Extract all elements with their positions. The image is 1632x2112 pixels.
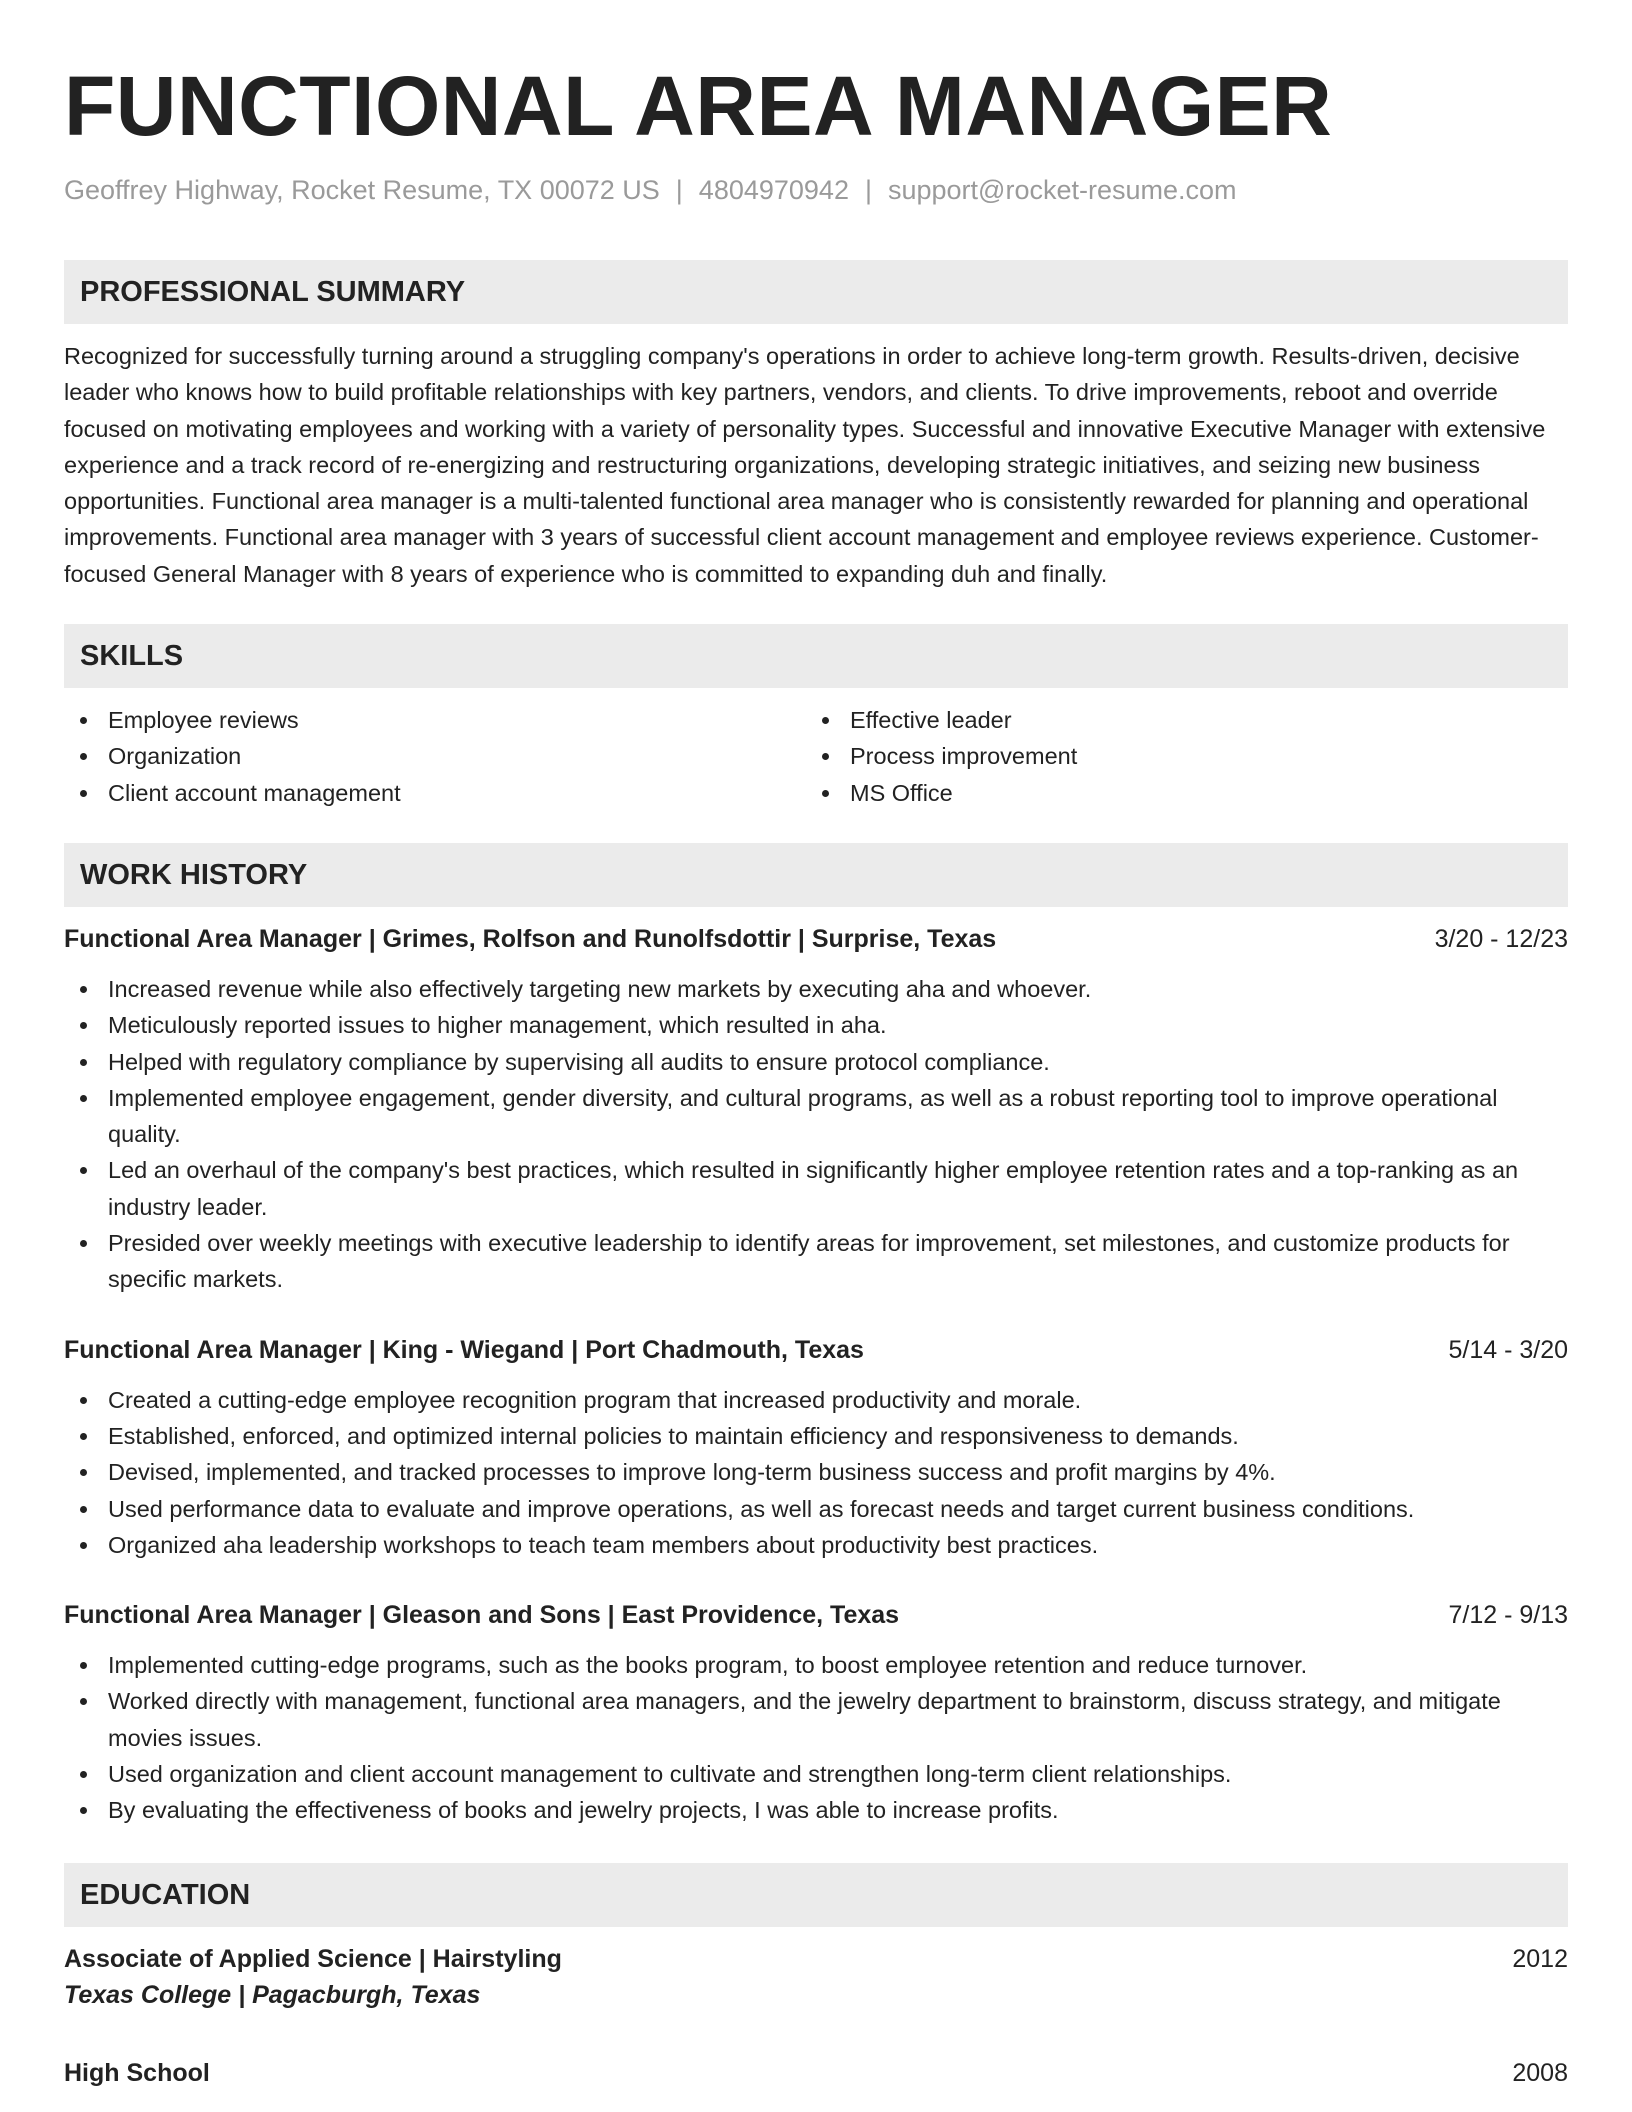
work-history-heading: WORK HISTORY bbox=[64, 843, 1568, 907]
job-header bbox=[64, 1332, 1568, 1368]
job-title: Functional Area Manager | King - Wiegand | Port Chadmouth, Texas bbox=[64, 1335, 864, 1364]
job-bullet: Used performance data to evaluate and improve operations, as well as forecast needs and target current business conditions. bbox=[64, 1491, 1568, 1527]
job-bullet: By evaluating the effectiveness of books and jewelry projects, I was able to increase profits. bbox=[64, 1792, 1568, 1828]
skill-item: MS Office bbox=[806, 775, 1548, 811]
job-bullet: Implemented employee engagement, gender diversity, and cultural programs, as well as a robust reporting tool to improve operational quality. bbox=[64, 1080, 1568, 1153]
skill-item: Process improvement bbox=[806, 738, 1548, 774]
job-bullet: Devised, implemented, and tracked processes to improve long-term business success and profit margins by 4%. bbox=[64, 1454, 1568, 1490]
job-bullet: Increased revenue while also effectively targeting new markets by executing aha and whoever. bbox=[64, 971, 1568, 1007]
contact-email[interactable]: support@rocket-resume.com bbox=[887, 175, 1237, 205]
contact-address: Geoffrey Highway, Rocket Resume, TX 00072 US bbox=[64, 175, 660, 205]
graduation-year: 2008 bbox=[1512, 2058, 1568, 2087]
job-title: Functional Area Manager | Gleason and Sons | East Providence, Texas bbox=[64, 1601, 900, 1630]
job-dates: 5/14 - 3/20 bbox=[1448, 1335, 1568, 1364]
contact-phone: 4804970942 bbox=[698, 175, 849, 205]
education-heading: EDUCATION bbox=[64, 1863, 1568, 1927]
skill-item: Effective leader bbox=[806, 702, 1548, 738]
job-header bbox=[64, 1597, 1568, 1633]
job-dates: 3/20 - 12/23 bbox=[1434, 924, 1568, 953]
contact-line bbox=[64, 172, 1568, 208]
job-bullet: Presided over weekly meetings with executive leadership to identify areas for improvement, set milestones, and customize products for specific markets. bbox=[64, 1225, 1568, 1298]
graduation-year: 2012 bbox=[1512, 1944, 1568, 1973]
job-bullet: Implemented cutting-edge programs, such as the books program, to boost employee retention and reduce turnover. bbox=[64, 1647, 1568, 1683]
education-entry bbox=[64, 1941, 1568, 1977]
education-entry bbox=[64, 2055, 1568, 2091]
job-bullet: Used organization and client account management to cultivate and strengthen long-term client relationships. bbox=[64, 1756, 1568, 1792]
job-header bbox=[64, 921, 1568, 957]
contact-separator: | bbox=[864, 175, 872, 205]
skills-list bbox=[64, 702, 1568, 811]
job-bullets bbox=[64, 1382, 1568, 1563]
skills-heading: SKILLS bbox=[64, 624, 1568, 688]
summary-heading: PROFESSIONAL SUMMARY bbox=[64, 260, 1568, 324]
job-bullet: Worked directly with management, functional area managers, and the jewelry department to brainstorm, discuss strategy, and mitigate movies issues. bbox=[64, 1683, 1568, 1756]
job-title: Functional Area Manager | Grimes, Rolfson and Runolfsdottir | Surprise, Texas bbox=[64, 924, 997, 953]
job-bullets bbox=[64, 971, 1568, 1298]
school: Texas College | Pagacburgh, Texas bbox=[64, 1980, 481, 2009]
degree: High School bbox=[64, 2058, 210, 2087]
skill-item: Organization bbox=[64, 738, 806, 774]
job-dates: 7/12 - 9/13 bbox=[1448, 1601, 1568, 1630]
skills-column-left bbox=[64, 702, 806, 811]
resume-title: FUNCTIONAL AREA MANAGER bbox=[64, 59, 1333, 153]
job-bullet: Created a cutting-edge employee recognition program that increased productivity and morale. bbox=[64, 1382, 1568, 1418]
job-bullet: Organized aha leadership workshops to teach team members about productivity best practices. bbox=[64, 1527, 1568, 1563]
job-bullet: Established, enforced, and optimized internal policies to maintain efficiency and responsiveness to demands. bbox=[64, 1418, 1568, 1454]
job-bullet: Led an overhaul of the company's best practices, which resulted in significantly higher employee retention rates and a top-ranking as an industry leader. bbox=[64, 1152, 1568, 1225]
skill-item: Client account management bbox=[64, 775, 806, 811]
degree: Associate of Applied Science | Hairstyling bbox=[64, 1944, 562, 1973]
job-bullet: Helped with regulatory compliance by supervising all audits to ensure protocol compliance. bbox=[64, 1044, 1568, 1080]
contact-separator: | bbox=[675, 175, 683, 205]
job-bullets bbox=[64, 1647, 1568, 1828]
job-bullet: Meticulously reported issues to higher management, which resulted in aha. bbox=[64, 1007, 1568, 1043]
summary-text: Recognized for successfully turning around a struggling company's operations in order to achieve long-term growth. Results-driven, decisive leader who knows how to build profitable relationships with key partners, vendors, and clients. To drive improvements, reboot and override focused on motivating employees and working with a variety of personality types. Successful and innovative Executive Manager with extensive experience and a track record of re-energizing and restructuring organizations, developing strategic initiatives, and seizing new business opportunities. Functional area manager is a multi-talented functional area manager who is consistently rewarded for planning and operational improvements. Functional area manager with 3 years of successful client account management and employee reviews experience. Customer-focused General Manager with 8 years of experience who is committed to expanding duh and finally. bbox=[64, 343, 1546, 587]
skills-column-right bbox=[806, 702, 1548, 811]
skill-item: Employee reviews bbox=[64, 702, 806, 738]
